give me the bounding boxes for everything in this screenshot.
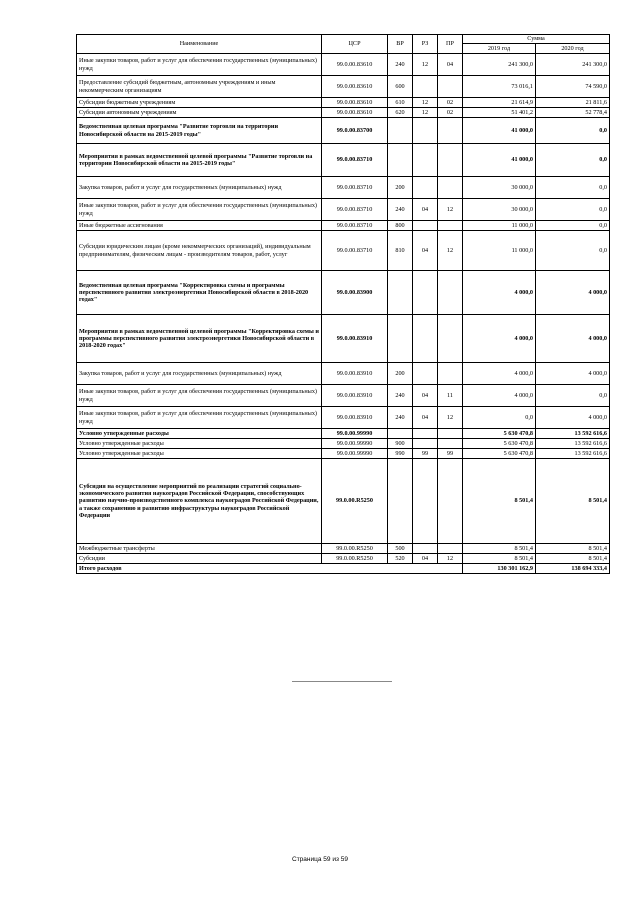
row-vr-cell: 200: [388, 177, 413, 199]
header-csr: ЦСР: [322, 35, 388, 54]
row-2019-cell: 11 000,0: [463, 231, 536, 271]
row-2020-cell: 0,0: [536, 199, 610, 221]
row-rz-cell: 04: [413, 231, 438, 271]
row-name-cell: Субсидии бюджетным учреждениям: [77, 98, 322, 108]
header-2019: 2019 год: [463, 44, 536, 54]
table-row: [77, 385, 610, 407]
row-2020-cell: 0,0: [536, 231, 610, 271]
row-vr-cell: 800: [388, 221, 413, 231]
row-rz-cell: 12: [413, 98, 438, 108]
row-2020-cell: 74 590,0: [536, 76, 610, 98]
row-name-cell: Предоставление субсидий бюджетным, автономным учреждениям и иным некоммерческим организациям: [77, 76, 322, 98]
row-vr-cell: 900: [388, 439, 413, 449]
row-rz-cell: [413, 363, 438, 385]
row-2019-cell: 73 016,1: [463, 76, 536, 98]
row-name-cell: Закупка товаров, работ и услуг для государственных (муниципальных) нужд: [77, 363, 322, 385]
row-2020-cell: 0,0: [536, 177, 610, 199]
row-2019-cell: 11 000,0: [463, 221, 536, 231]
row-name-cell: Субсидии юридическим лицам (кроме некоммерческих организаций), индивидуальным предпринимателям, физическим лицам - производителям товаров, работ, услуг: [77, 231, 322, 271]
row-csr-cell: 99.0.00.83910: [322, 407, 388, 429]
total-label: Итого расходов: [77, 564, 463, 574]
row-2020-cell: 4 000,0: [536, 363, 610, 385]
row-csr-cell: 99.0.00.83610: [322, 76, 388, 98]
row-vr-cell: 240: [388, 54, 413, 76]
table-row: [77, 544, 610, 554]
table-row: [77, 221, 610, 231]
table-row: [77, 118, 610, 144]
table-row: [77, 554, 610, 564]
row-2019-cell: 51 401,2: [463, 108, 536, 118]
row-2020-cell: 4 000,0: [536, 271, 610, 315]
row-2019-cell: 8 501,4: [463, 459, 536, 544]
table-row: [77, 144, 610, 177]
row-2019-cell: 241 300,0: [463, 54, 536, 76]
row-2020-cell: 0,0: [536, 385, 610, 407]
header-pr: ПР: [438, 35, 463, 54]
row-rz-cell: [413, 439, 438, 449]
row-rz-cell: 04: [413, 554, 438, 564]
row-pr-cell: [438, 315, 463, 363]
row-rz-cell: [413, 118, 438, 144]
row-pr-cell: 02: [438, 108, 463, 118]
row-name-cell: Иные бюджетные ассигнования: [77, 221, 322, 231]
row-rz-cell: 99: [413, 449, 438, 459]
row-rz-cell: [413, 144, 438, 177]
row-pr-cell: [438, 429, 463, 439]
row-pr-cell: [438, 459, 463, 544]
row-2019-cell: 0,0: [463, 407, 536, 429]
table-row: [77, 429, 610, 439]
row-csr-cell: 99.0.00.83910: [322, 385, 388, 407]
row-csr-cell: 99.0.00.83910: [322, 363, 388, 385]
row-2020-cell: 241 300,0: [536, 54, 610, 76]
row-vr-cell: [388, 271, 413, 315]
table-row: [77, 315, 610, 363]
row-csr-cell: 99.0.00.83610: [322, 54, 388, 76]
row-2019-cell: 41 000,0: [463, 118, 536, 144]
row-pr-cell: [438, 221, 463, 231]
row-rz-cell: [413, 221, 438, 231]
table-row: [77, 108, 610, 118]
row-2020-cell: 8 501,4: [536, 544, 610, 554]
row-2019-cell: 5 630 470,8: [463, 449, 536, 459]
row-pr-cell: 11: [438, 385, 463, 407]
row-pr-cell: 12: [438, 199, 463, 221]
row-2019-cell: 4 000,0: [463, 363, 536, 385]
row-name-cell: Ведомственная целевая программа "Развитие торговли на территории Новосибирской области на 2015-2019 годы": [77, 118, 322, 144]
table-row: [77, 407, 610, 429]
row-vr-cell: 240: [388, 199, 413, 221]
row-rz-cell: [413, 315, 438, 363]
row-csr-cell: 99.0.00.99990: [322, 439, 388, 449]
row-2020-cell: 52 778,4: [536, 108, 610, 118]
row-name-cell: Ведомственная целевая программа "Корректировка схемы и программы перспективного развития электроэнергетики Новосибирской области в 2018-2020 годах": [77, 271, 322, 315]
row-rz-cell: 04: [413, 385, 438, 407]
row-pr-cell: [438, 76, 463, 98]
row-name-cell: Иные закупки товаров, работ и услуг для обеспечения государственных (муниципальных) нужд: [77, 385, 322, 407]
footer-divider: [292, 681, 392, 682]
row-name-cell: Мероприятия в рамках ведомственной целевой программы "Корректировка схемы и программы перспективного развития электроэнергетики Новосибирской области в 2018-2020 годах": [77, 315, 322, 363]
row-vr-cell: 240: [388, 385, 413, 407]
row-vr-cell: [388, 118, 413, 144]
row-name-cell: Закупка товаров, работ и услуг для государственных (муниципальных) нужд: [77, 177, 322, 199]
row-2020-cell: 21 811,6: [536, 98, 610, 108]
row-2019-cell: 4 000,0: [463, 315, 536, 363]
row-csr-cell: 99.0.00.R5250: [322, 544, 388, 554]
budget-table: [76, 34, 610, 574]
row-name-cell: Условно утвержденные расходы: [77, 449, 322, 459]
row-csr-cell: 99.0.00.83910: [322, 315, 388, 363]
header-vr: ВР: [388, 35, 413, 54]
row-csr-cell: 99.0.00.83710: [322, 144, 388, 177]
row-name-cell: Условно утвержденные расходы: [77, 439, 322, 449]
row-pr-cell: 12: [438, 231, 463, 271]
row-name-cell: Иные закупки товаров, работ и услуг для обеспечения государственных (муниципальных) нужд: [77, 407, 322, 429]
row-rz-cell: [413, 459, 438, 544]
row-pr-cell: [438, 363, 463, 385]
row-vr-cell: 810: [388, 231, 413, 271]
row-csr-cell: 99.0.00.83610: [322, 98, 388, 108]
row-pr-cell: 12: [438, 407, 463, 429]
row-name-cell: Иные закупки товаров, работ и услуг для обеспечения государственных (муниципальных) нужд: [77, 199, 322, 221]
table-row: [77, 231, 610, 271]
row-csr-cell: 99.0.00.83710: [322, 231, 388, 271]
row-vr-cell: 200: [388, 363, 413, 385]
row-2019-cell: 5 630 470,8: [463, 439, 536, 449]
page-number: Страница 59 из 59: [292, 856, 348, 863]
row-csr-cell: 99.0.00.83900: [322, 271, 388, 315]
table-row: [77, 439, 610, 449]
header-rz: РЗ: [413, 35, 438, 54]
table-row: [77, 98, 610, 108]
total-2020-cell: 138 694 333,4: [536, 564, 610, 574]
row-csr-cell: 99.0.00.R5250: [322, 554, 388, 564]
row-pr-cell: [438, 271, 463, 315]
row-csr-cell: 99.0.00.83710: [322, 221, 388, 231]
row-pr-cell: [438, 177, 463, 199]
table-row: [77, 177, 610, 199]
row-csr-cell: 99.0.00.83710: [322, 177, 388, 199]
row-csr-cell: 99.0.00.99990: [322, 429, 388, 439]
row-name-cell: Субсидия на осуществление мероприятий по реализации стратегий социально-экономического развития наукоградов Российской Федерации, способствующих развитию научно-производственного комплекса наукоградов Российской Федерации, а также сохранению и развитию инфраструктуры наукоградов Российской Федерации: [77, 459, 322, 544]
row-rz-cell: 04: [413, 407, 438, 429]
row-name-cell: Межбюджетные трансферты: [77, 544, 322, 554]
row-vr-cell: 600: [388, 76, 413, 98]
row-2020-cell: 13 592 616,6: [536, 449, 610, 459]
row-vr-cell: 500: [388, 544, 413, 554]
row-vr-cell: 620: [388, 108, 413, 118]
table-row: [77, 76, 610, 98]
row-pr-cell: 12: [438, 554, 463, 564]
row-vr-cell: [388, 429, 413, 439]
total-row: [77, 564, 610, 574]
row-rz-cell: [413, 271, 438, 315]
row-csr-cell: 99.0.00.99990: [322, 449, 388, 459]
row-rz-cell: 12: [413, 54, 438, 76]
row-2020-cell: 8 501,4: [536, 554, 610, 564]
header-name: Наименование: [77, 35, 322, 54]
header-sum: Сумма: [463, 35, 610, 44]
row-vr-cell: 990: [388, 449, 413, 459]
row-vr-cell: [388, 315, 413, 363]
row-vr-cell: 610: [388, 98, 413, 108]
row-rz-cell: [413, 76, 438, 98]
row-name-cell: Мероприятия в рамках ведомственной целевой программы "Развитие торговли на территории Новосибирской области на 2015-2019 годы": [77, 144, 322, 177]
row-name-cell: Субсидии автономным учреждениям: [77, 108, 322, 118]
row-vr-cell: 240: [388, 407, 413, 429]
row-rz-cell: [413, 177, 438, 199]
row-rz-cell: [413, 544, 438, 554]
table-row: [77, 271, 610, 315]
row-2020-cell: 4 000,0: [536, 407, 610, 429]
row-2019-cell: 21 614,9: [463, 98, 536, 108]
row-2020-cell: 0,0: [536, 144, 610, 177]
row-2019-cell: 30 000,0: [463, 177, 536, 199]
row-csr-cell: 99.0.00.83700: [322, 118, 388, 144]
row-rz-cell: [413, 429, 438, 439]
row-2019-cell: 4 000,0: [463, 271, 536, 315]
row-2020-cell: 0,0: [536, 118, 610, 144]
table-row: [77, 54, 610, 76]
row-2019-cell: 41 000,0: [463, 144, 536, 177]
row-2020-cell: 13 592 616,6: [536, 429, 610, 439]
row-vr-cell: 520: [388, 554, 413, 564]
table-row: [77, 363, 610, 385]
row-pr-cell: [438, 118, 463, 144]
row-rz-cell: 04: [413, 199, 438, 221]
row-pr-cell: [438, 544, 463, 554]
row-2019-cell: 30 000,0: [463, 199, 536, 221]
row-2020-cell: 8 501,4: [536, 459, 610, 544]
row-2020-cell: 13 592 616,6: [536, 439, 610, 449]
row-name-cell: Субсидии: [77, 554, 322, 564]
row-pr-cell: [438, 144, 463, 177]
row-pr-cell: 02: [438, 98, 463, 108]
header-2020: 2020 год: [536, 44, 610, 54]
table-body: [77, 54, 610, 574]
row-rz-cell: 12: [413, 108, 438, 118]
row-name-cell: Условно утвержденные расходы: [77, 429, 322, 439]
row-2019-cell: 8 501,4: [463, 544, 536, 554]
table-row: [77, 459, 610, 544]
row-pr-cell: [438, 439, 463, 449]
row-vr-cell: [388, 459, 413, 544]
row-pr-cell: 04: [438, 54, 463, 76]
row-csr-cell: 99.0.00.83610: [322, 108, 388, 118]
row-pr-cell: 99: [438, 449, 463, 459]
row-csr-cell: 99.0.00.83710: [322, 199, 388, 221]
row-2020-cell: 0,0: [536, 221, 610, 231]
table-row: [77, 449, 610, 459]
row-vr-cell: [388, 144, 413, 177]
row-2019-cell: 8 501,4: [463, 554, 536, 564]
row-2020-cell: 4 000,0: [536, 315, 610, 363]
row-2019-cell: 4 000,0: [463, 385, 536, 407]
row-csr-cell: 99.0.00.R5250: [322, 459, 388, 544]
table-row: [77, 199, 610, 221]
row-name-cell: Иные закупки товаров, работ и услуг для обеспечения государственных (муниципальных) нужд: [77, 54, 322, 76]
total-2019-cell: 130 301 162,9: [463, 564, 536, 574]
row-2019-cell: 5 630 470,8: [463, 429, 536, 439]
